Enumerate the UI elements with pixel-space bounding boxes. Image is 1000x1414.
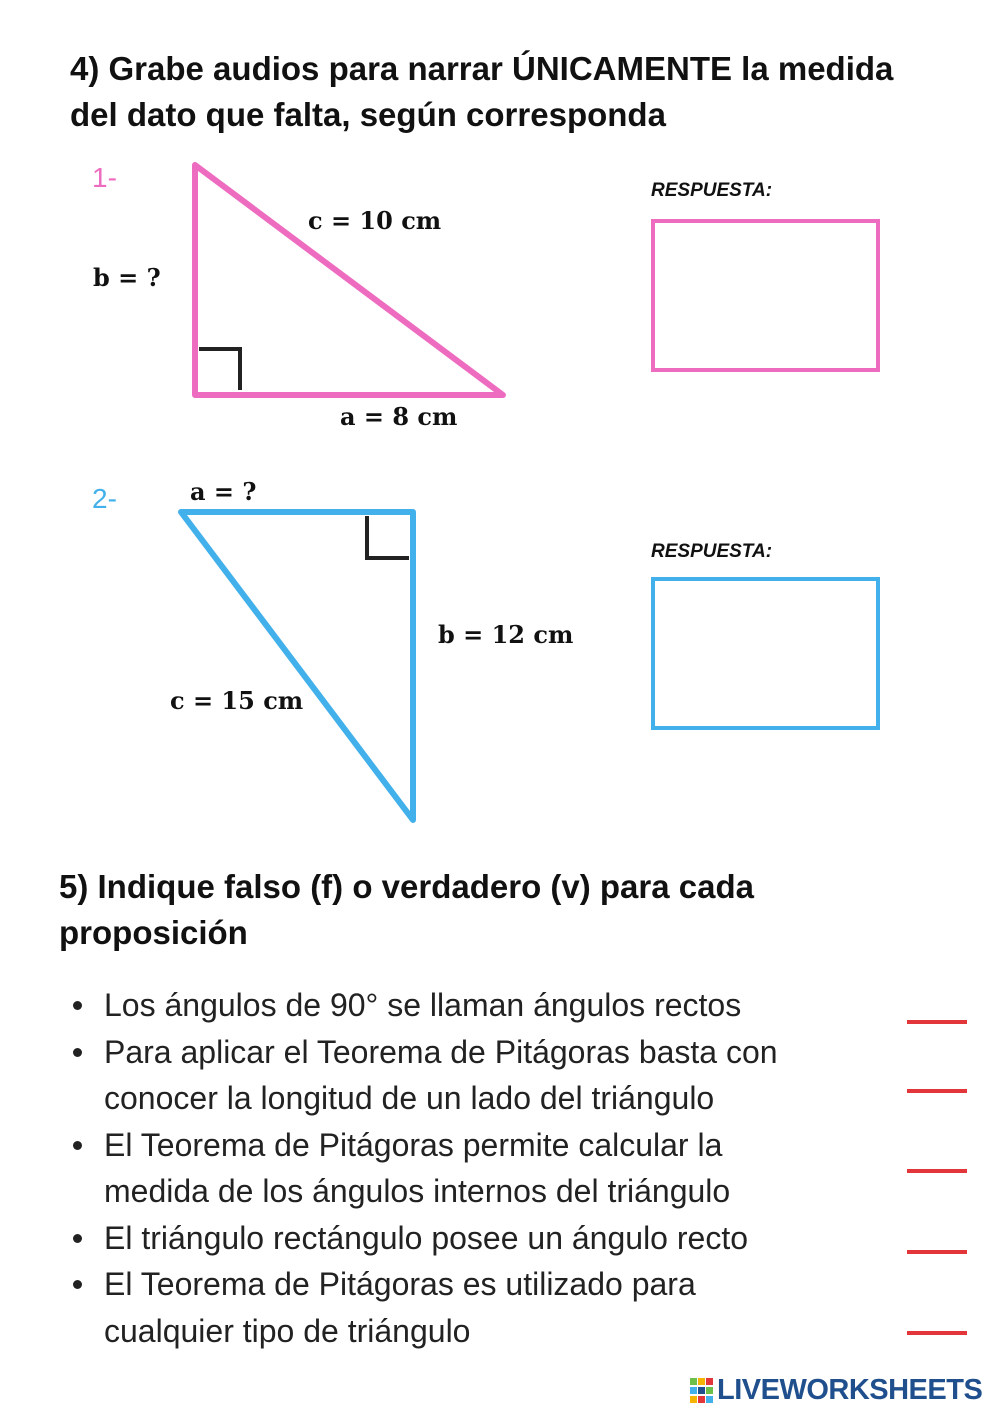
problem-1-answer-box[interactable] [651,219,880,372]
statement-2 [70,1029,890,1122]
statement-2-line-2: conocer la longitud de un lado del triángulo [104,1080,715,1116]
liveworksheets-logo-text: LIVEWORKSHEETS [717,1374,983,1406]
question-4-heading-line-2: del dato que falta, según corresponda [70,96,666,133]
statement-3-line-1: El Teorema de Pitágoras permite calcular la [104,1126,723,1163]
statement-list [70,982,890,1354]
statement-4-answer-blank[interactable] [907,1250,967,1254]
statement-5 [70,1261,890,1354]
statement-2-line-1: Para aplicar el Teorema de Pitágoras basta con [104,1033,778,1070]
statement-5-line-1: El Teorema de Pitágoras es utilizado para [104,1266,696,1302]
problem-1-base-label: a = 8 cm [340,402,458,431]
question-4-heading-line-1: 4) Grabe audios para narrar ÚNICAMENTE la medida [70,50,894,87]
question-5-heading-line-1: 5) Indique falso (f) o verdadero (v) para cada [59,868,754,905]
liveworksheets-logo[interactable] [690,1374,982,1407]
triangle-1-right-angle-mark [199,349,240,390]
statement-3-answer-blank[interactable] [907,1169,967,1173]
statement-4-line-1: El triángulo rectángulo posee un ángulo recto [104,1219,748,1256]
triangle-2 [181,512,413,820]
statement-4 [70,1215,890,1262]
statement-5-line-2: cualquier tipo de triángulo [104,1312,471,1349]
bullet-icon [73,1048,82,1057]
problem-2-hypotenuse-label: c = 15 cm [170,686,304,715]
triangle-1 [195,165,503,395]
liveworksheets-logo-icon [690,1378,714,1404]
statement-3-line-2: medida de los ángulos internos del triángulo [104,1173,731,1209]
statement-1-answer-blank[interactable] [907,1020,967,1024]
problem-1-vertical-side-label: b = ? [93,263,161,292]
problem-2-top-side-label: a = ? [190,477,257,506]
bullet-icon [73,1001,82,1010]
statement-1-line-1: Los ángulos de 90° se llaman ángulos rectos [104,987,742,1023]
triangle-2-right-angle-mark [367,516,409,558]
statement-1 [70,982,890,1029]
problem-2-answer-label: RESPUESTA: [651,541,773,562]
bullet-icon [73,1141,82,1150]
problem-1-answer-label: RESPUESTA: [651,180,773,201]
bullet-icon [73,1280,82,1289]
statement-3 [70,1122,890,1215]
problem-1-hypotenuse-label: c = 10 cm [308,206,442,235]
problem-2-answer-box[interactable] [651,577,880,730]
statement-5-answer-blank[interactable] [907,1331,967,1335]
question-5-heading-line-2: proposición [59,914,248,951]
problem-1-number: 1- [92,162,117,193]
bullet-icon [73,1234,82,1243]
statement-2-answer-blank[interactable] [907,1089,967,1093]
problem-2-vertical-side-label: b = 12 cm [438,620,574,649]
question-5-heading [59,864,959,956]
problem-2-number: 2- [92,483,117,514]
